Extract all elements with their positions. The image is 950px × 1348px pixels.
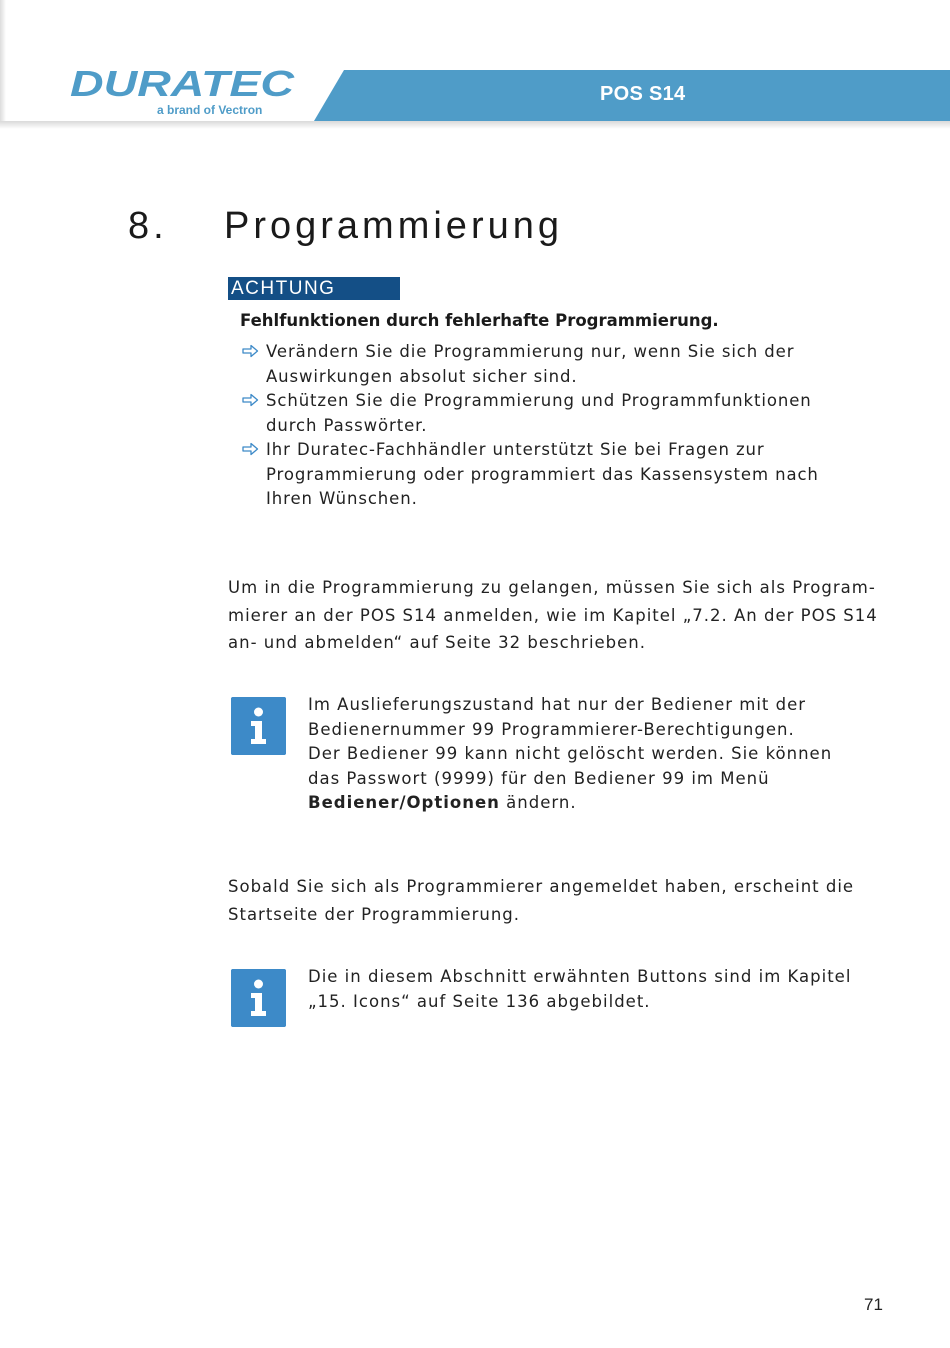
info-line — [308, 791, 888, 816]
paragraph-line: Um in die Programmierung zu gelangen, müssen Sie sich als Program- — [228, 578, 876, 597]
header-shadow — [0, 121, 950, 129]
warning-item-line: Verändern Sie die Programmierung nur, wenn Sie sich der — [266, 342, 795, 361]
warning-item-line: durch Passwörter. — [266, 415, 428, 435]
paragraph-line: an- und abmelden“ auf Seite 32 beschrieben. — [228, 633, 647, 652]
warning-item-line: Auswirkungen absolut sicher sind. — [266, 366, 578, 386]
chapter-title: Programmierung — [224, 205, 563, 247]
intro-paragraph — [228, 574, 888, 657]
header-left-edge — [0, 0, 6, 125]
paragraph-line: mierer an der POS S14 anmelden, wie im Kapitel „7.2. An der POS S14 — [228, 605, 878, 625]
warning-item — [240, 389, 880, 438]
warning-label: ACHTUNG — [228, 277, 400, 300]
paragraph-line: Sobald Sie sich als Programmierer angemeldet haben, erscheint die — [228, 877, 855, 896]
info-icon — [231, 697, 286, 755]
arrow-right-icon — [242, 344, 259, 358]
info-line: „15. Icons“ auf Seite 136 abgebildet. — [308, 991, 651, 1011]
info-line-rest: ändern. — [499, 793, 577, 812]
info-line: Im Auslieferungszustand hat nur der Bediener mit der — [308, 695, 807, 714]
info-line: Die in diesem Abschnitt erwähnten Buttons sind im Kapitel — [308, 967, 852, 986]
arrow-right-icon — [242, 442, 259, 456]
warning-item — [240, 438, 880, 512]
info-note-buttons — [308, 965, 888, 1014]
warning-list — [240, 340, 880, 512]
info-line: das Passwort (9999) für den Bediener 99 im Menü — [308, 768, 770, 788]
paragraph-line: Startseite der Programmierung. — [228, 904, 521, 924]
logo-text: DURATEC — [70, 68, 296, 98]
logo-subtitle: a brand of Vectron — [157, 103, 263, 117]
warning-item-line: Ihren Wünschen. — [266, 489, 418, 508]
warning-item-line: Ihr Duratec-Fachhändler unterstützt Sie bei Fragen zur — [266, 440, 765, 459]
warning-item-line: Programmierung oder programmiert das Kassensystem nach — [266, 464, 819, 484]
info-icon — [231, 969, 286, 1027]
duratec-logo — [70, 68, 296, 98]
chapter-number: 8. — [128, 205, 168, 247]
warning-heading: Fehlfunktionen durch fehlerhafte Programmierung. — [240, 311, 719, 330]
warning-item — [240, 340, 880, 389]
warning-item-line: Schützen Sie die Programmierung und Programmfunktionen — [266, 391, 812, 410]
info-note-operator — [308, 693, 888, 816]
product-title: POS S14 — [600, 83, 686, 105]
login-paragraph — [228, 873, 888, 928]
menu-path: Bediener/Optionen — [308, 793, 500, 812]
arrow-right-icon — [242, 393, 259, 407]
page-number: 71 — [864, 1295, 883, 1314]
info-line: Bedienernummer 99 Programmierer-Berechtigungen. — [308, 719, 795, 739]
info-line: Der Bediener 99 kann nicht gelöscht werden. Sie können — [308, 744, 833, 763]
